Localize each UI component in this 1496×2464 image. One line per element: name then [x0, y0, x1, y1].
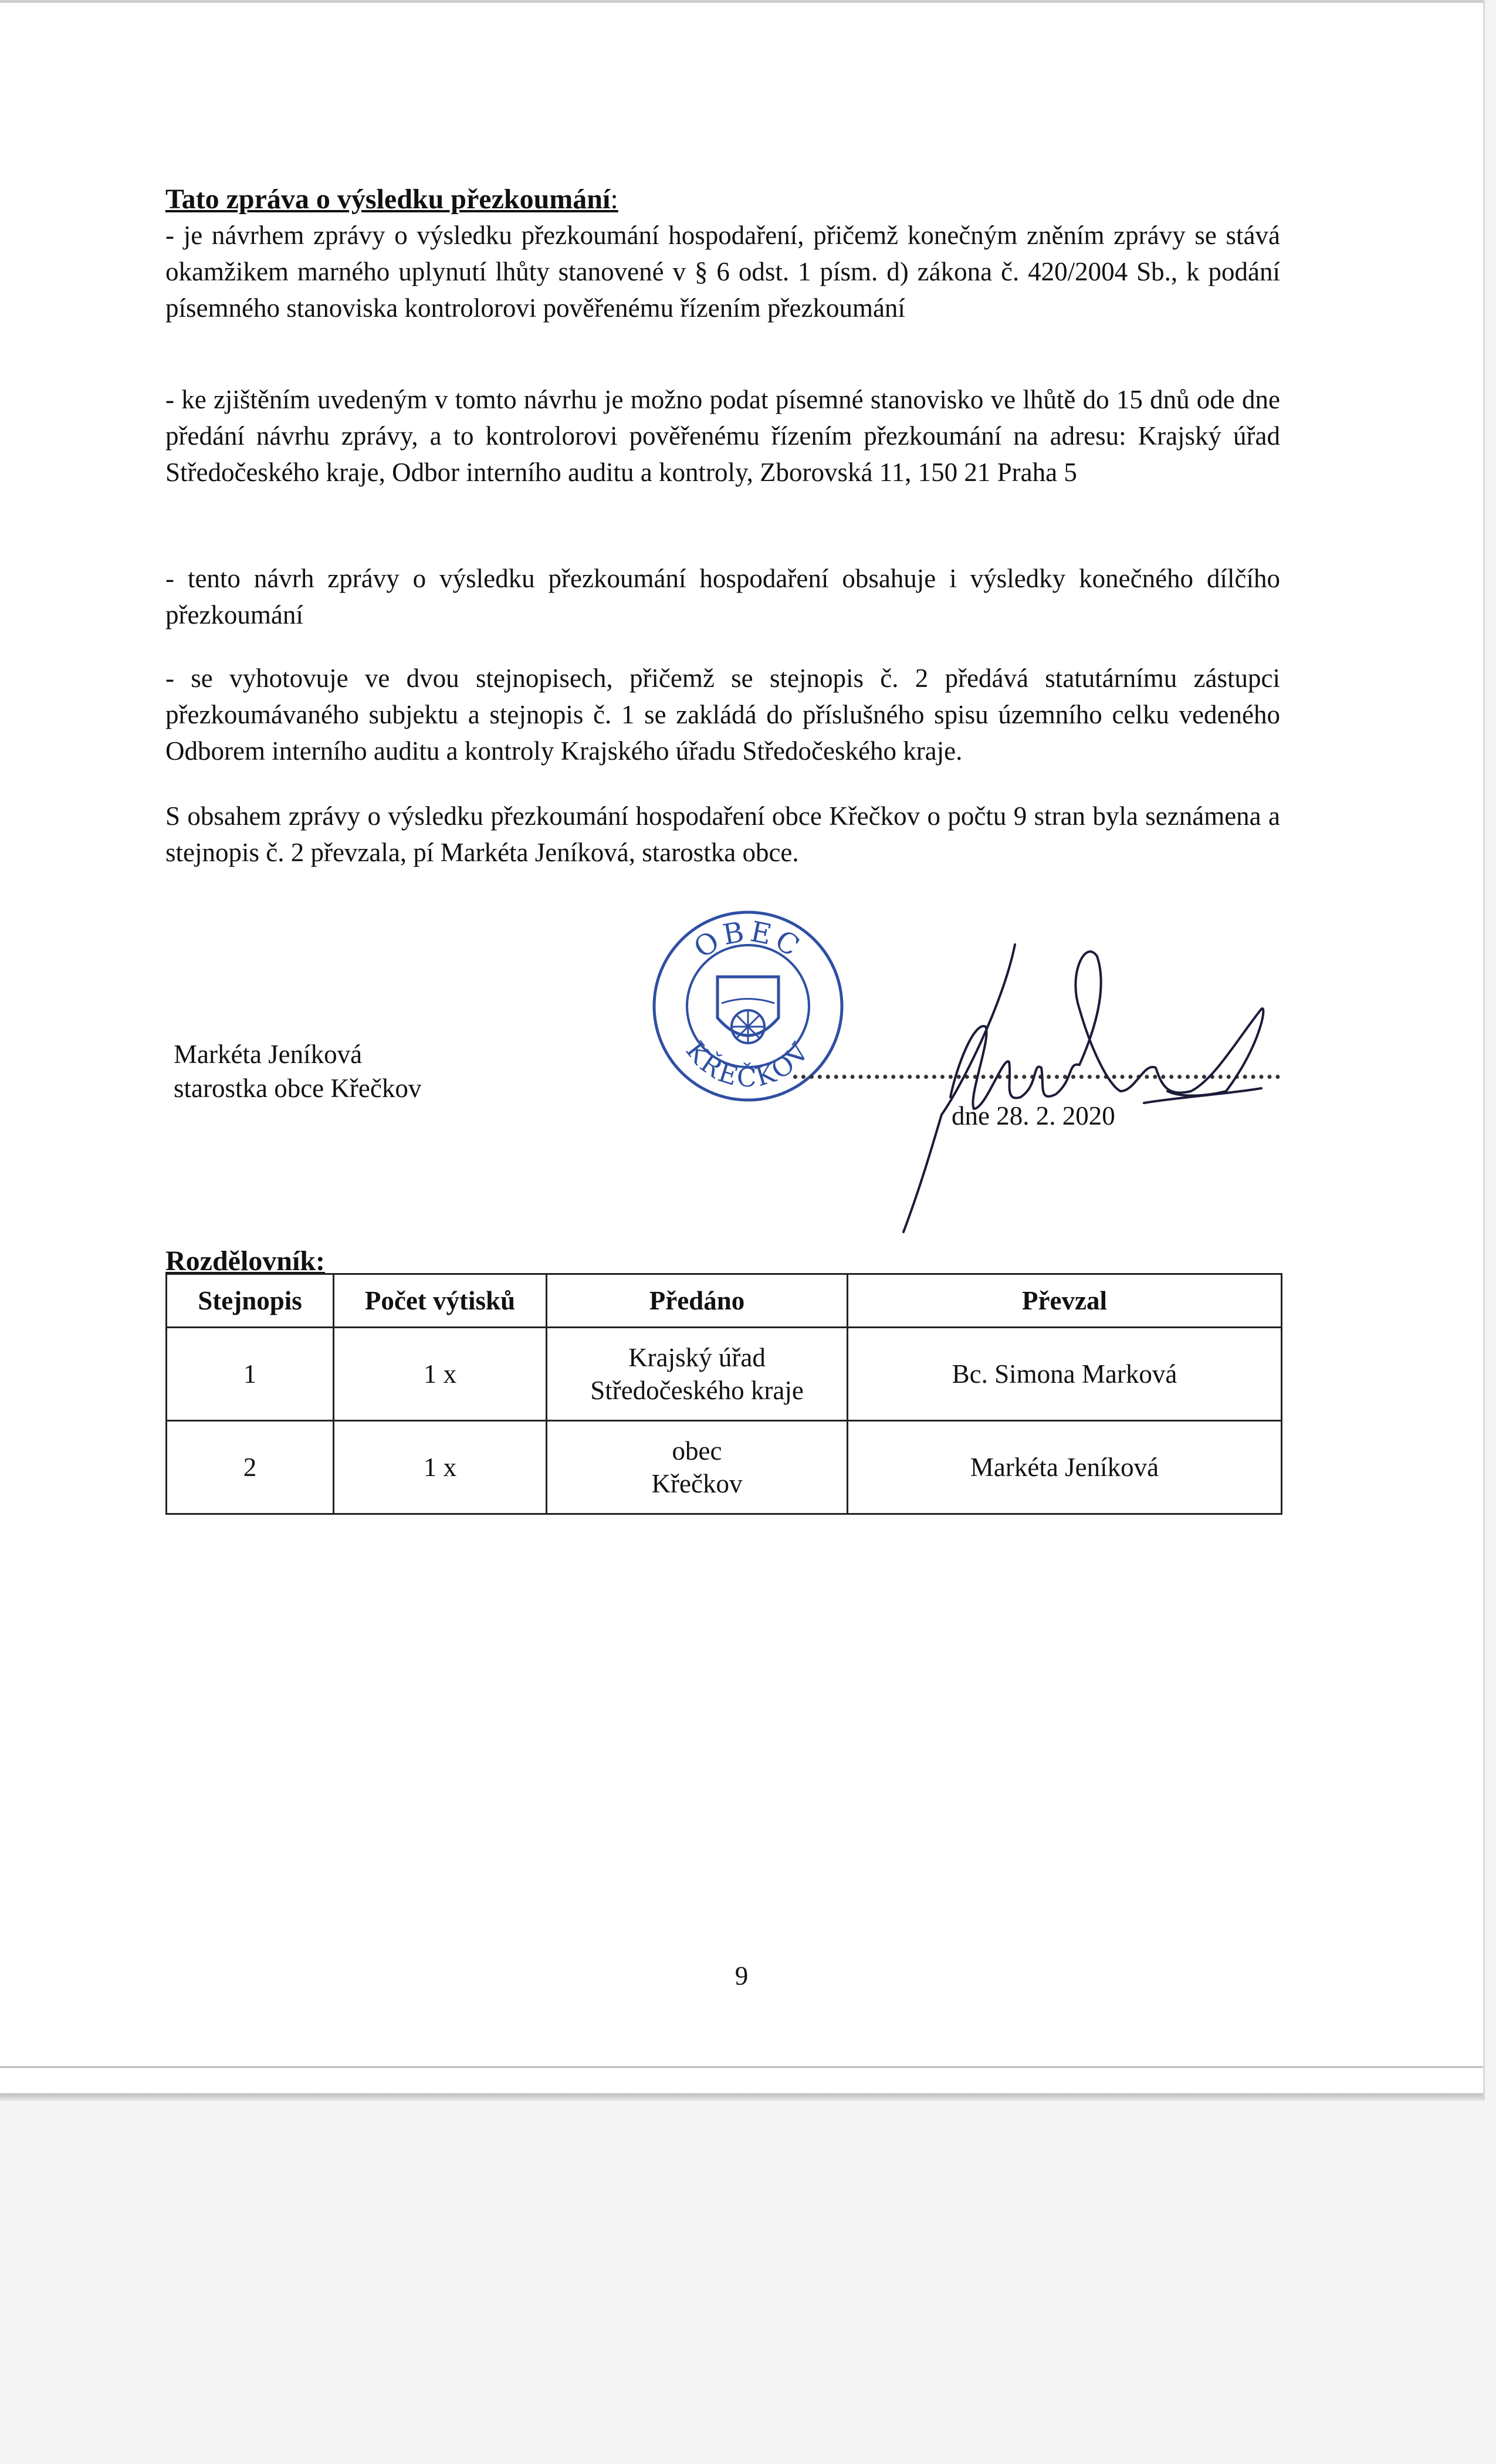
header-copy: Stejnopis: [167, 1274, 334, 1328]
paragraph-draft-status: - je návrhem zprávy o výsledku přezkoumání hospodaření, přičemž konečným zněním zprávy se stává okamžikem marného uplynutí lhůty stanovené v § 6 odst. 1 písm. d) zákona č. 420/2004 Sb., k podání písemného stanoviska kontrolorovi pověřenému řízením přezkoumání: [165, 221, 1280, 323]
distribution-title: Rozdělovník:: [165, 1245, 326, 1277]
handed-over-line1: Krajský úřad: [628, 1343, 766, 1372]
handed-over-line2: Křečkov: [651, 1469, 743, 1498]
cell-copy: 2: [167, 1421, 334, 1514]
scan-bottom-line: [0, 2066, 1483, 2068]
signer-block: [174, 1037, 421, 1105]
scan-top-edge: [0, 0, 1483, 3]
cell-count: 1 x: [334, 1328, 547, 1421]
cell-count: 1 x: [334, 1421, 547, 1514]
signer-name: Markéta Jeníková: [174, 1040, 363, 1069]
cell-handed-over: [547, 1328, 848, 1421]
signer-role: starostka obce Křečkov: [174, 1074, 422, 1103]
stamp-top-text: OBEC: [688, 915, 808, 965]
paragraph-acknowledgement: S obsahem zprávy o výsledku přezkoumání hospodaření obce Křečkov o počtu 9 stran byla seznámena a stejnopis č. 2 převzala, pí Markéta Jeníková, starostka obce.: [165, 801, 1280, 867]
cell-received-by: Markéta Jeníková: [848, 1421, 1282, 1514]
paragraph-copies: - se vyhotovuje ve dvou stejnopisech, přičemž se stejnopis č. 2 předává statutárnímu zástupci přezkoumávaného subjektu a stejnopis č. 1 se zakládá do příslušného spisu územního celku vedeného Odborem interního auditu a kontroly Krajského úřadu Středočeského kraje.: [165, 664, 1280, 766]
signature-date: dne 28. 2. 2020: [952, 1101, 1115, 1131]
report-heading: [165, 183, 618, 215]
paragraph-statement-deadline: - ke zjištěním uvedeným v tomto návrhu je možno podat písemné stanovisko ve lhůtě do 15 dnů ode dne předání návrhu zprávy, a to kontrolorovi pověřenému řízením přezkoumání na adresu: Krajský úřad Středočeského kraje, Odbor interního auditu a kontroly, Zborovská 11, 150 21 Praha 5: [165, 385, 1280, 487]
report-heading-text: Tato zpráva o výsledku přezkoumání: [165, 184, 611, 215]
report-heading-colon: :: [610, 184, 618, 215]
handed-over-line2: Středočeského kraje: [590, 1376, 804, 1405]
table-row: [167, 1328, 1282, 1421]
distribution-table: [165, 1273, 1282, 1515]
blank-scan-area: [0, 2101, 1496, 2464]
page-number: 9: [735, 1961, 749, 1991]
cell-received-by: Bc. Simona Marková: [848, 1328, 1282, 1421]
paragraph-partial-review: - tento návrh zprávy o výsledku přezkoumání hospodaření obsahuje i výsledky konečného dílčího přezkoumání: [165, 564, 1280, 629]
stamp-bottom-text: KŘEČKOV: [679, 1035, 817, 1093]
cell-handed-over: [547, 1421, 848, 1514]
header-count: Počet výtisků: [334, 1274, 547, 1328]
handed-over-line1: obec: [672, 1436, 722, 1465]
header-handed-over: Předáno: [547, 1274, 848, 1328]
cell-copy: 1: [167, 1328, 334, 1421]
table-row: [167, 1421, 1282, 1514]
handwritten-signature: [815, 921, 1285, 1250]
header-received-by: Převzal: [848, 1274, 1282, 1328]
distribution-header-row: [167, 1274, 1282, 1328]
scan-bottom-edge: [0, 2093, 1483, 2101]
